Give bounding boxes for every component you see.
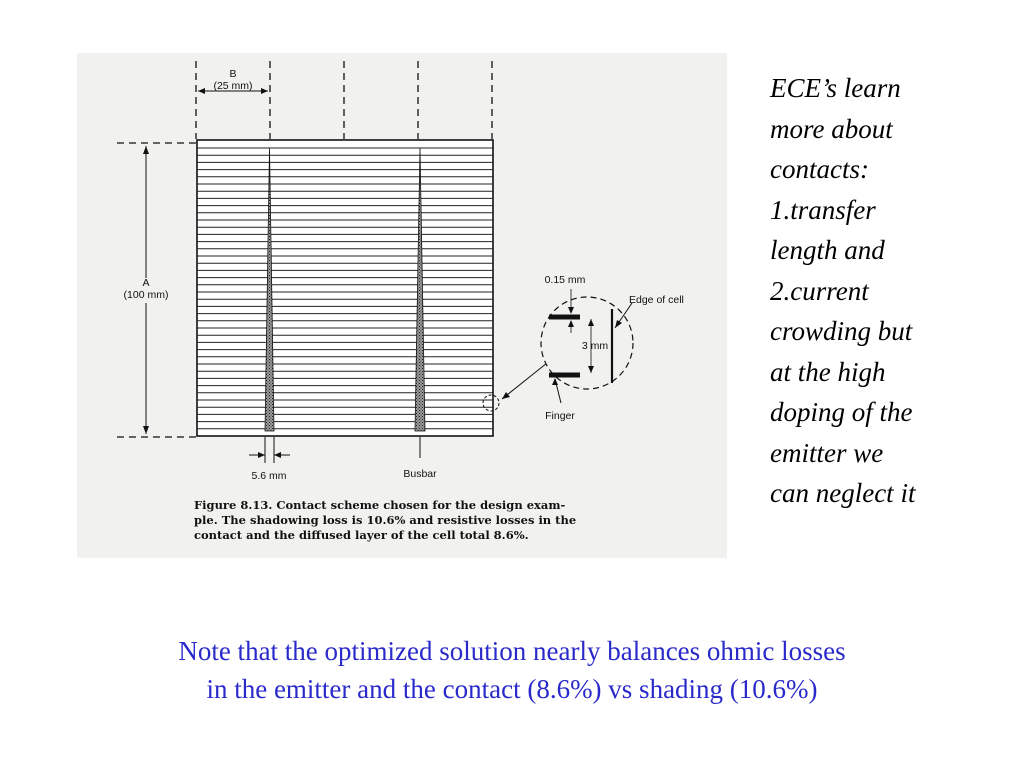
side-note-line: emitter we xyxy=(770,437,884,468)
finger-width-label: 0.15 mm xyxy=(544,274,586,286)
busbar-pitch-guides xyxy=(196,61,492,139)
dimension-b-value: (25 mm) xyxy=(213,80,253,92)
caption-line-3: contact and the diffused layer of the cell total 8.6%. xyxy=(194,528,529,542)
side-note-line: 2.current xyxy=(770,275,869,306)
busbar-callout xyxy=(403,437,437,480)
side-note-line: crowding but xyxy=(770,316,913,346)
side-note-line: can neglect it xyxy=(770,478,916,508)
side-note-line: more about xyxy=(770,113,893,144)
contact-scheme-figure xyxy=(77,53,727,558)
dimension-b-label: B xyxy=(229,68,237,80)
side-note-line: contacts: xyxy=(770,154,869,184)
side-note-line: ECE’s learn xyxy=(770,73,901,103)
dimension-a-label: A xyxy=(142,277,150,289)
side-note-line: at the high xyxy=(770,356,886,387)
contact-scheme-diagram xyxy=(77,53,727,558)
finger-label: Finger xyxy=(545,410,575,422)
bottom-note xyxy=(0,632,1024,708)
busbar-width-label: 5.6 mm xyxy=(251,470,287,482)
figure-caption xyxy=(194,498,576,542)
side-note xyxy=(770,68,1010,514)
dimension-a xyxy=(117,143,197,437)
side-note-line: 1.transfer xyxy=(770,194,876,225)
caption-line-2: ple. The shadowing loss is 10.6% and resistive losses in the xyxy=(194,513,577,527)
finger-spacing-label: 3 mm xyxy=(581,340,609,352)
solar-cell xyxy=(197,140,493,436)
side-note-line: length and xyxy=(770,235,885,265)
bottom-note-line: in the emitter and the contact (8.6%) vs shading (10.6%) xyxy=(206,674,818,704)
bottom-note-line: Note that the optimized solution nearly balances ohmic losses xyxy=(178,636,846,666)
dimension-busbar-width xyxy=(249,437,290,482)
dimension-b xyxy=(198,68,268,94)
magnified-detail xyxy=(541,274,684,422)
caption-line-1: Figure 8.13. Contact scheme chosen for the design exam- xyxy=(194,498,566,512)
edge-of-cell-label: Edge of cell xyxy=(629,294,684,306)
side-note-line: doping of the xyxy=(770,397,913,427)
busbar-label: Busbar xyxy=(403,468,437,480)
dimension-a-value: (100 mm) xyxy=(123,289,169,301)
